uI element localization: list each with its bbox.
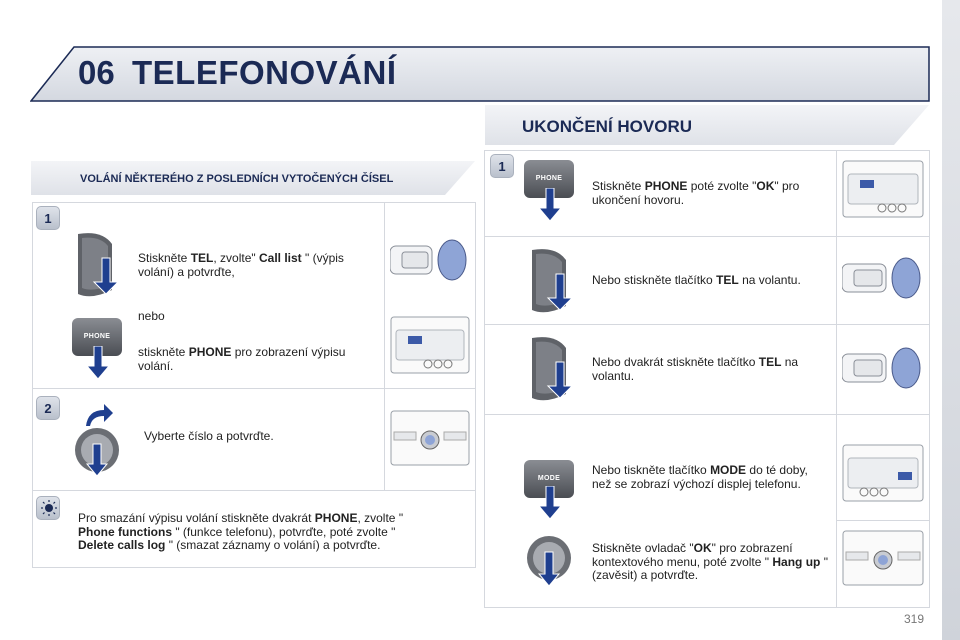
- tip-bulb-icon: [36, 496, 60, 520]
- step-1-badge: 1: [36, 206, 60, 230]
- end-call-hangup-instruction: Stiskněte ovladač "OK" pro zobrazení kontextového menu, poté zvolte " Hang up " (zavěsit) a potvrďte.: [592, 541, 828, 582]
- section-title-end-call: UKONČENÍ HOVORU: [522, 117, 693, 136]
- steering-control-icon: [526, 334, 576, 404]
- step1-tel-instruction: Stiskněte TEL, zvolte" Call list " (výpis volání) a potvrďte,: [138, 251, 344, 279]
- radio-panel-thumbnail: [842, 444, 924, 502]
- or-text: nebo: [138, 309, 165, 323]
- rotary-knob-icon: [72, 426, 122, 486]
- steering-lever-thumbnail: [842, 254, 924, 304]
- steering-control-icon: [526, 246, 576, 316]
- end-call-tel-twice-instruction: Nebo dvakrát stiskněte tlačítko TEL na volantu.: [592, 355, 799, 383]
- rotary-knob-icon: [524, 534, 574, 598]
- page-number: 319: [904, 612, 925, 626]
- down-arrow-icon: [538, 188, 562, 222]
- step1-phone-instruction: stiskněte PHONE pro zobrazení výpisu volání.: [138, 345, 346, 373]
- step-1-badge-right: 1: [490, 154, 514, 178]
- chapter-number: 06: [78, 54, 115, 91]
- end-call-phone-instruction: Stiskněte PHONE poté zvolte "OK" pro ukončení hovoru.: [592, 179, 800, 207]
- radio-panel-thumbnail: [842, 160, 924, 218]
- down-arrow-icon: [538, 486, 562, 520]
- step2-instruction: Vyberte číslo a potvrďte.: [144, 429, 274, 443]
- section-title-recent-calls: VOLÁNÍ NĚKTERÉHO Z POSLEDNÍCH VYTOČENÝCH ČÍSEL: [80, 173, 394, 185]
- end-call-mode-instruction: Nebo tiskněte tlačítko MODE do té doby, než se zobrazí výchozí displej telefonu.: [592, 463, 808, 491]
- step-2-badge: 2: [36, 396, 60, 420]
- chapter-title: TELEFONOVÁNÍ: [132, 54, 397, 91]
- rotate-arrow-icon: [84, 404, 114, 428]
- mode-button-image: MODE: [524, 460, 574, 498]
- down-arrow-icon: [86, 346, 110, 380]
- page-edge-stripe: [942, 0, 960, 640]
- radio-panel-thumbnail: [390, 316, 470, 374]
- steering-lever-thumbnail: [842, 344, 924, 394]
- phone-button-image-right: PHONE: [524, 160, 574, 198]
- steering-control-icon: [72, 230, 122, 300]
- phone-button-image: PHONE: [72, 318, 122, 356]
- end-call-tel-instruction: Nebo stiskněte tlačítko TEL na volantu.: [592, 273, 801, 287]
- steering-lever-thumbnail: [390, 236, 470, 286]
- tip-delete-calls-log: Pro smazání výpisu volání stiskněte dvakrát PHONE, zvolte " Phone functions " (funkce telefonu), potvrďte, poté zvolte " Delete calls log " (smazat záznamy o volání) a potvrďte.: [78, 511, 404, 552]
- control-panel-thumbnail: [390, 410, 470, 466]
- control-panel-thumbnail: [842, 530, 924, 586]
